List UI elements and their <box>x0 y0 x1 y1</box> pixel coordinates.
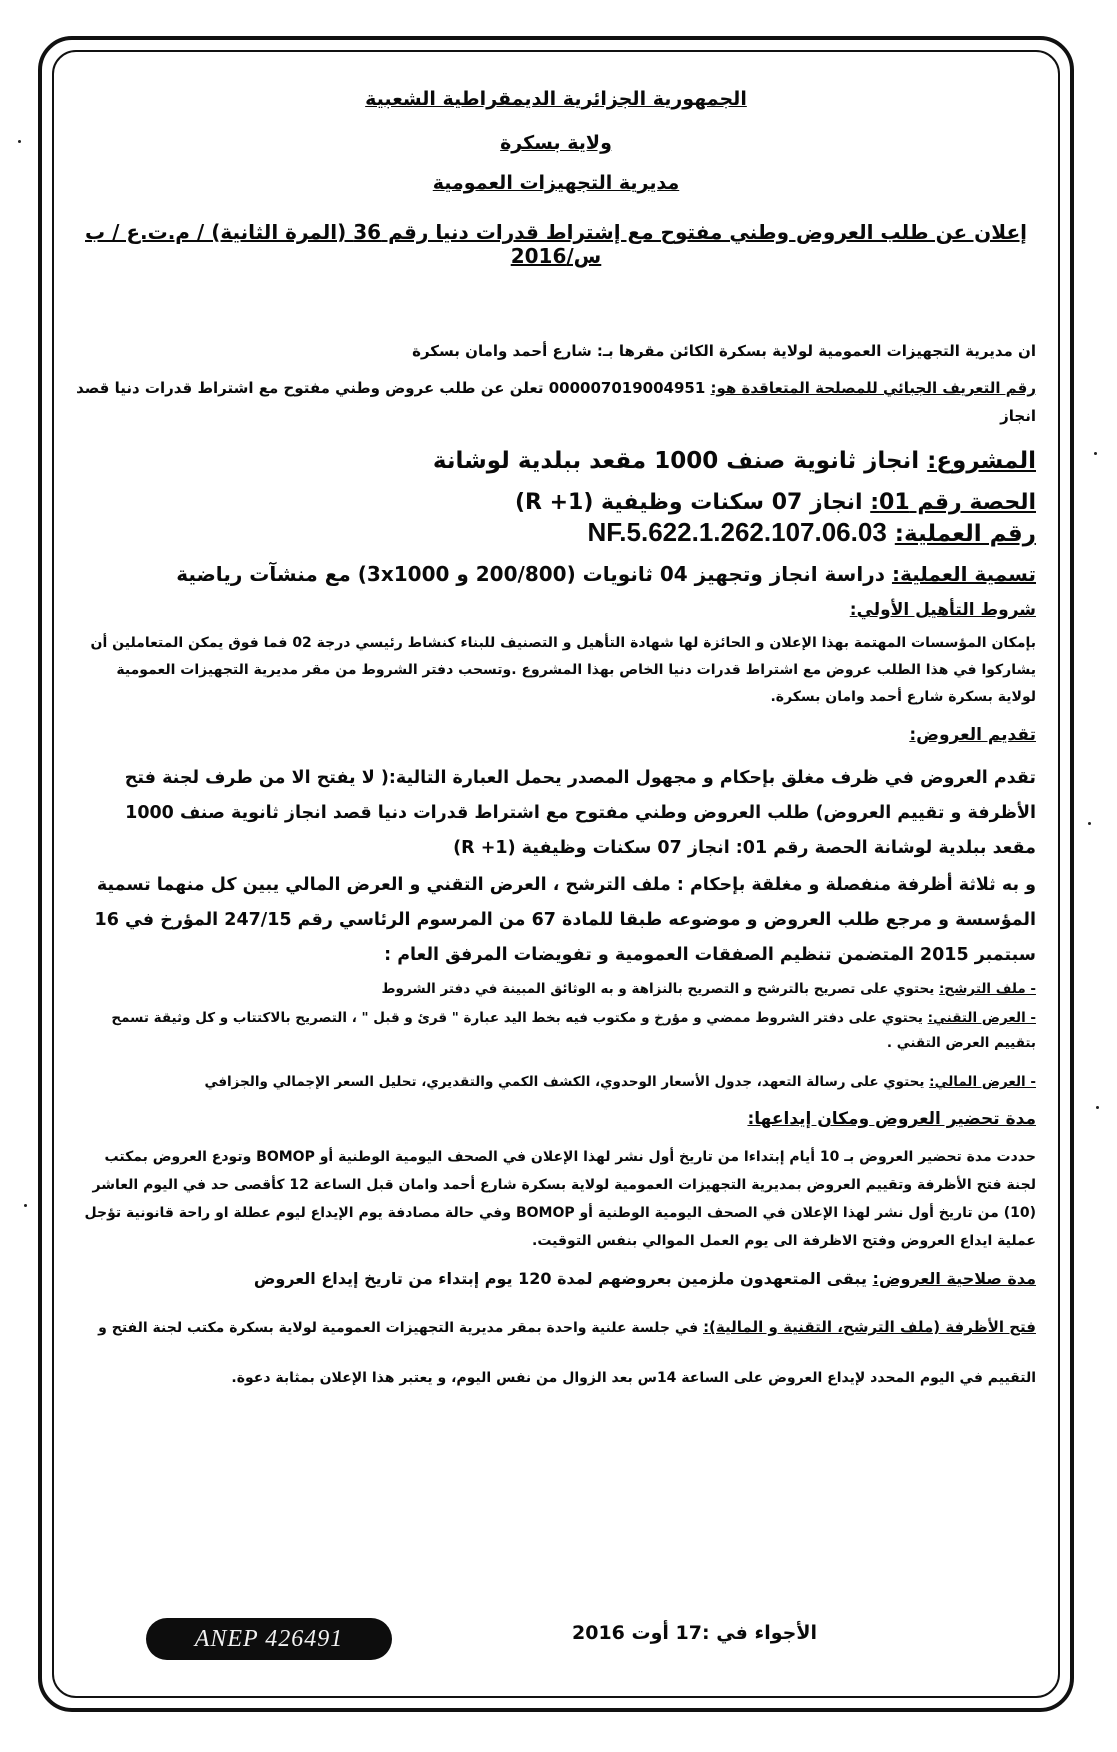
scan-speck <box>1088 822 1091 825</box>
validity-line <box>76 1269 1036 1288</box>
submission-text-1: تقدم العروض في ظرف مغلق بإحكام و مجهول المصدر يحمل العبارة التالية:( لا يفتح الا من طرف لجنة فتح الأظرفة و تقييم العروض) طلب العروض وطني مفتوح مع اشتراط قدرات دنيا قصد انجاز ثانوية صنف 1000 مقعد ببلدية لوشانة الحصة رقم 01: انجاز 07 سكنات وظيفية (R +1) <box>124 768 1036 858</box>
notice-title: إعلان عن طلب العروض وطني مفتوح مع إشتراط قدرات دنيا رقم 36 (المرة الثانية) / م.ت.ع / ب س/2016 <box>85 220 1027 268</box>
lot-line <box>76 490 1036 515</box>
intro-line: ان مديرية التجهيزات العمومية لولاية بسكرة الكائن مقرها بـ: شارع أحمد وامان بسكرة <box>412 342 1036 360</box>
eligibility-text: بإمكان المؤسسات المهتمة بهذا الإعلان و الحائزة لها شهادة التأهيل و التصنيف للبناء كنشاط رئيسي درجة 02 فما فوق يمكن المتعاملين أن يشاركوا في هذا الطلب عروض مع اشتراط قدرات دنيا الخاص بهذا المشروع .وتسحب دفتر الشروط من مقر مديرية التجهيزات العمومية لولاية بسكرة شارع أحمد وامان بسكرة. <box>90 635 1036 705</box>
opening-label: فتح الأظرفة (ملف الترشح، التقنية و المالية): <box>703 1318 1036 1336</box>
financial-offer-text: يحتوي على رسالة التعهد، جدول الأسعار الوحدوي، الكشف الكمي والتقديري، تحليل السعر الإجمالي والجزافي <box>204 1074 925 1090</box>
notice-body <box>76 84 1036 1403</box>
validity-label: مدة صلاحية العروض: <box>872 1269 1036 1288</box>
preparation-text: حددت مدة تحضير العروض بـ 10 أيام إبتداءا من تاريخ أول نشر لهذا الإعلان في الصحف اليومية الوطنية أو BOMOP وتودع العروض بمكتب لجنة فتح الأظرفة وتقييم العروض بمديرية التجهيزات العمومية لولاية بسكرة شارع أحمد وامان قبل الساعة 12 كأقصى حد في اليوم العاشر (10) من تاريخ أول نشر لهذا الإعلان في الصحف اليومية الوطنية أو BOMOP وفي حالة مصادفة يوم الإيداع ليوم عطلة او راحة قانونية تؤجل عملية ايداع العروض وفتح الاظرفة الى يوم العمل الموالي بنفس التوقيت. <box>84 1149 1036 1249</box>
candidacy-file-text: يحتوي على تصريح بالترشح و التصريح بالنزاهة و به الوثائق المبينة في دفتر الشروط <box>381 981 935 997</box>
operation-number-line <box>76 517 1036 548</box>
technical-offer-text: يحتوي على دفتر الشروط ممضي و مؤرخ و مكتوب فيه بخط اليد عبارة " قرئ و قبل " ، التصريح بالاكتتاب و كل وثيقة تسمح بتقييم العرض التقني . <box>111 1010 1036 1051</box>
project-label: المشروع: <box>927 448 1036 474</box>
validity-text: يبقى المتعهدون ملزمين بعروضهم لمدة 120 يوم إبتداء من تاريخ إيداع العروض <box>253 1269 867 1288</box>
preparation-heading: مدة تحضير العروض ومكان إيداعها: <box>747 1109 1036 1129</box>
header-republic: الجمهورية الجزائرية الديمقراطية الشعبية <box>365 88 747 110</box>
operation-name-line <box>76 562 1036 586</box>
tax-id-line <box>76 374 1036 430</box>
project-line <box>76 448 1036 474</box>
anep-stamp: ANEP 426491 <box>146 1618 392 1660</box>
scan-speck <box>1094 452 1097 455</box>
operation-number-value: NF.5.622.1.262.107.06.03 <box>587 517 887 547</box>
operation-number-label: رقم العملية: <box>894 521 1036 547</box>
submission-text-2: و به ثلاثة أظرفة منفصلة و مغلقة بإحكام : ملف الترشح ، العرض التقني و العرض المالي يبين كل منهما تسمية المؤسسة و مرجع طلب العروض و موضوعه طبقا للمادة 67 من المرسوم الرئاسي رقم 247/15 المؤرخ في 16 سبتمبر 2015 المتضمن تنظيم الصفقات العمومية و تفويضات المرفق العام : <box>94 875 1036 965</box>
tax-id-label: رقم التعريف الجبائي للمصلحة المتعاقدة هو: <box>710 379 1036 397</box>
technical-offer-label: - العرض التقني: <box>927 1010 1036 1026</box>
eligibility-heading: شروط التأهيل الأولي: <box>849 600 1036 620</box>
operation-name-value: دراسة انجاز وتجهيز 04 ثانويات (200/800 و 3x1000) مع منشآت رياضية <box>176 562 885 586</box>
header-wilaya: ولاية بسكرة <box>500 132 612 154</box>
lot-label: الحصة رقم 01: <box>870 490 1036 515</box>
tax-id-text: 000007019004951 تعلن عن طلب عروض وطني مفتوح مع اشتراط قدرات دنيا قصد انجاز <box>76 379 1036 425</box>
financial-offer-label: - العرض المالي: <box>929 1074 1036 1090</box>
operation-name-label: تسمية العملية: <box>891 562 1036 586</box>
project-value: انجاز ثانوية صنف 1000 مقعد ببلدية لوشانة <box>432 448 920 474</box>
header-directorate: مديرية التجهيزات العمومية <box>432 172 680 194</box>
opening-text: في جلسة علنية واحدة بمقر مديرية التجهيزات العمومية لولاية بسكرة مكتب لجنة الفتح و التقييم في اليوم المحدد لإيداع العروض على الساعة 14س بعد الزوال من نفس اليوم، و يعتبر هذا الإعلان بمثابة دعوة. <box>98 1320 1036 1386</box>
submission-heading: تقديم العروض: <box>909 725 1036 745</box>
scan-speck <box>1096 1106 1099 1109</box>
lot-value: انجاز 07 سكنات وظيفية (R +1) <box>514 490 863 515</box>
financial-offer-item <box>76 1070 1036 1095</box>
opening-paragraph <box>76 1302 1036 1403</box>
scan-speck <box>18 140 21 143</box>
technical-offer-item <box>76 1006 1036 1056</box>
scan-speck <box>24 1204 27 1207</box>
candidacy-file-label: - ملف الترشح: <box>939 981 1036 997</box>
candidacy-file-item <box>76 977 1036 1002</box>
signature-date: الأجواء في :17 أوت 2016 <box>572 1622 817 1644</box>
